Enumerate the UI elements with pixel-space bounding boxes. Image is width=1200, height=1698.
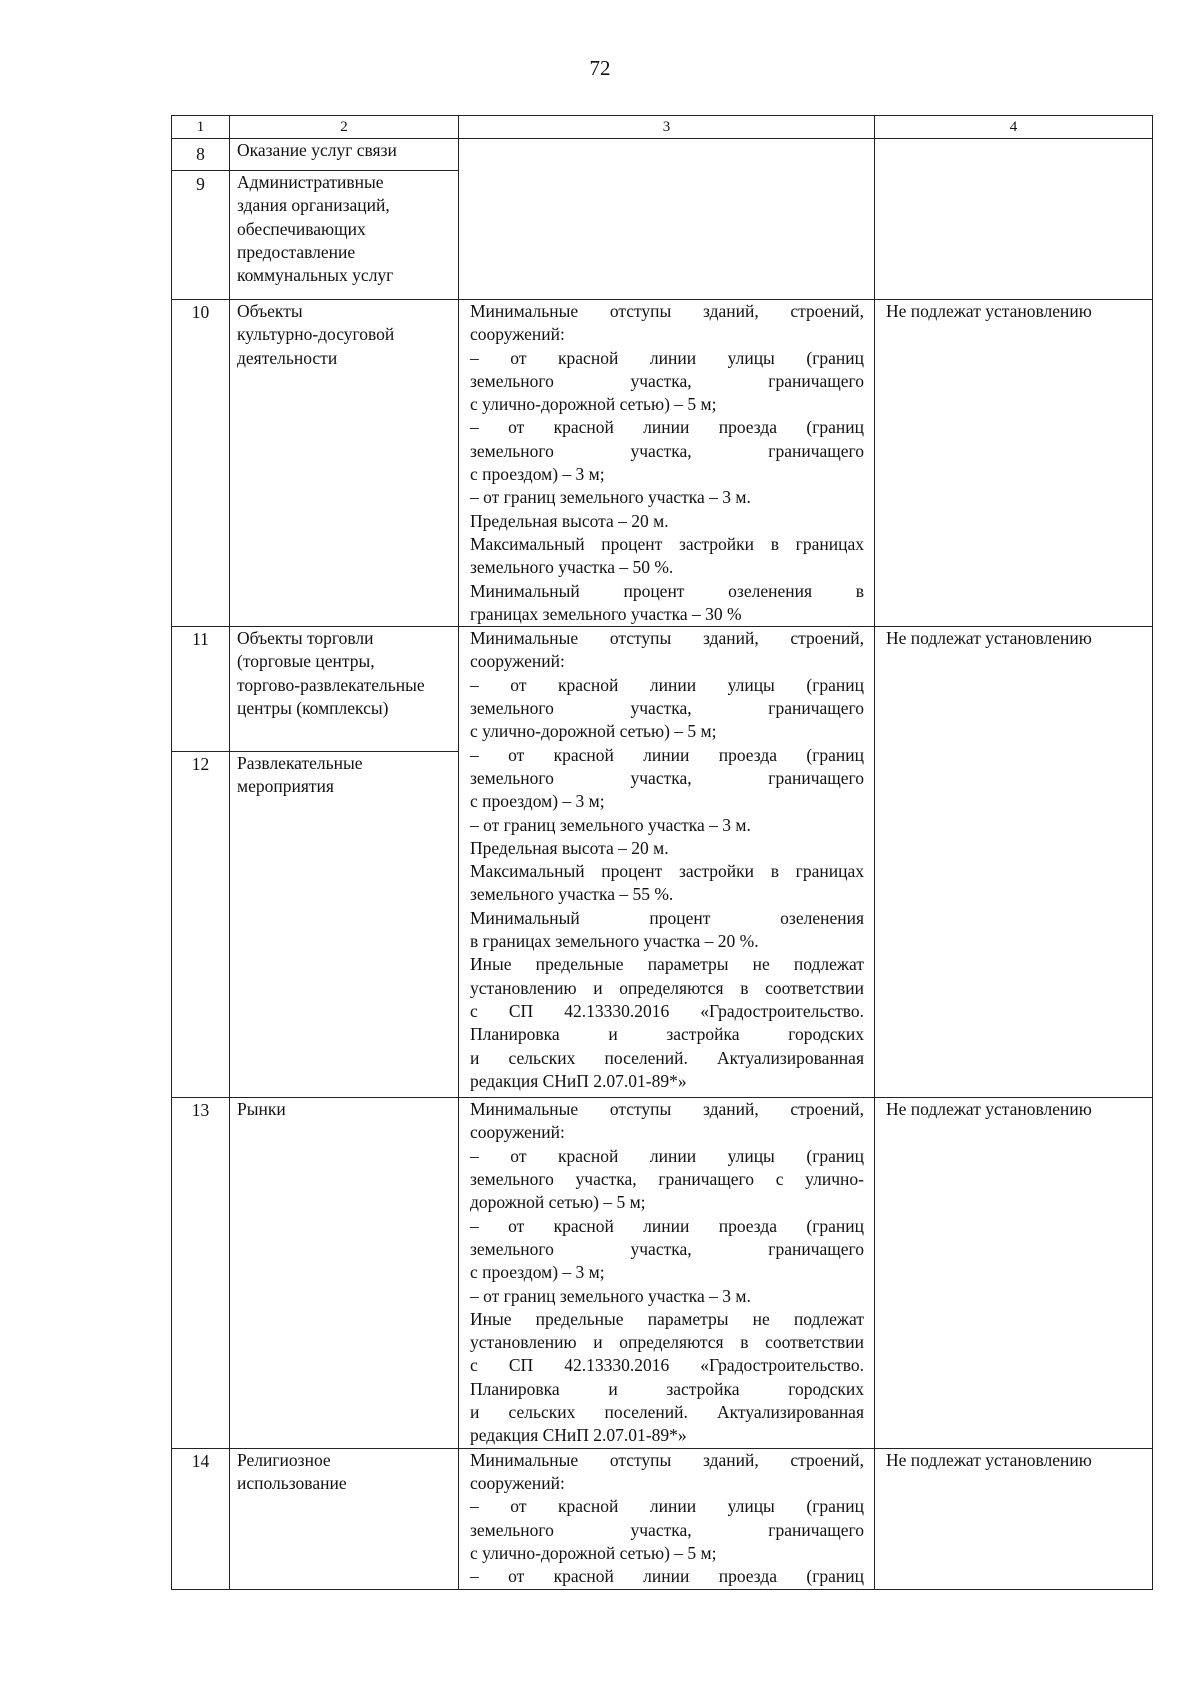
param-line: – от красной линии улицы (границ [470, 674, 864, 695]
row-name [230, 1098, 459, 1448]
name-line: обеспечивающих [237, 218, 366, 239]
param-line: Максимальный процент застройки в границах [470, 533, 864, 554]
row-name [230, 627, 459, 752]
param-line: земельного участка – 50 %. [470, 557, 674, 578]
param-line: Планировка и застройка городских [470, 1024, 864, 1045]
header-cell: 2 [230, 116, 459, 139]
params-cell [459, 627, 875, 1098]
row-number: 9 [172, 171, 230, 300]
table-row [172, 300, 1153, 627]
row-name [230, 1448, 459, 1589]
param-line: с СП 42.13330.2016 «Градостроительство. [470, 1000, 864, 1021]
limits-cell: Не подлежат установлению [875, 627, 1153, 1098]
header-cell: 4 [875, 116, 1153, 139]
name-line: мероприятия [237, 776, 334, 797]
param-line: земельного участка, граничащего [470, 1519, 864, 1540]
param-line: с улично-дорожной сетью) – 5 м; [470, 721, 717, 742]
param-line: – от красной линии проезда (границ [470, 417, 864, 438]
limits-cell: Не подлежат установлению [875, 1098, 1153, 1448]
name-line: здания организаций, [237, 195, 390, 216]
param-line: Минимальные отступы зданий, строений, [470, 301, 864, 321]
param-line: границах земельного участка – 30 % [470, 603, 742, 624]
param-line: Максимальный процент застройки в границах [470, 861, 864, 882]
param-line: сооружений: [470, 1472, 565, 1493]
regulations-table [171, 115, 1153, 1590]
param-line: земельного участка, граничащего [470, 698, 864, 719]
param-line: земельного участка – 55 %. [470, 884, 674, 905]
row-number: 13 [172, 1098, 230, 1448]
header-cell: 3 [459, 116, 875, 139]
name-line: Развлекательные [237, 753, 363, 774]
name-line: Рынки [237, 1099, 286, 1120]
param-line: Предельная высота – 20 м. [470, 510, 669, 531]
param-line: – от красной линии проезда (границ [470, 1566, 864, 1587]
param-line: редакция СНиП 2.07.01-89*» [470, 1070, 687, 1091]
name-line: Религиозное [237, 1449, 331, 1470]
row-number: 11 [172, 627, 230, 752]
table-row [172, 139, 1153, 171]
row-name [230, 139, 459, 171]
param-line: сооружений: [470, 651, 565, 672]
param-line: с проездом) – 3 м; [470, 791, 605, 812]
table-row [172, 627, 1153, 752]
param-line: земельного участка, граничащего [470, 1238, 864, 1259]
param-line: Минимальные отступы зданий, строений, [470, 1099, 864, 1120]
param-line: с проездом) – 3 м; [470, 1262, 605, 1283]
param-line: Иные предельные параметры не подлежат [470, 1308, 864, 1329]
param-line: – от красной линии улицы (границ [470, 1145, 864, 1166]
param-line: сооружений: [470, 324, 565, 345]
param-line: – от красной линии проезда (границ [470, 744, 864, 765]
param-line: с улично-дорожной сетью) – 5 м; [470, 1542, 717, 1563]
limits-cell: Не подлежат установлению [875, 1448, 1153, 1589]
header-cell: 1 [172, 116, 230, 139]
param-line: с СП 42.13330.2016 «Градостроительство. [470, 1355, 864, 1376]
name-line: коммунальных услуг [237, 265, 394, 286]
row-number: 8 [172, 139, 230, 171]
param-line: и сельских поселений. Актуализированная [470, 1047, 864, 1068]
param-line: земельного участка, граничащего с улично- [470, 1169, 864, 1190]
param-line: с улично-дорожной сетью) – 5 м; [470, 394, 717, 415]
param-line: земельного участка, граничащего [470, 440, 864, 461]
params-cell [459, 1098, 875, 1448]
params-cell-empty [459, 139, 875, 300]
params-cell [459, 1448, 875, 1589]
row-name [230, 752, 459, 1098]
table-row [172, 1448, 1153, 1589]
row-name [230, 171, 459, 300]
param-line: дорожной сетью) – 5 м; [470, 1192, 646, 1213]
param-line: с проездом) – 3 м; [470, 464, 605, 485]
param-line: установлению и определяются в соответствии [470, 1332, 864, 1353]
limits-cell: Не подлежат установлению [875, 300, 1153, 627]
table-header-row [172, 116, 1153, 139]
param-line: Минимальный процент озеленения в [470, 580, 864, 601]
param-line: земельного участка, граничащего [470, 767, 864, 788]
limits-cell-empty [875, 139, 1153, 300]
param-line: Минимальные отступы зданий, строений, [470, 1449, 864, 1470]
param-line: установлению и определяются в соответствии [470, 977, 864, 998]
name-line: предоставление [237, 241, 356, 262]
param-line: земельного участка, граничащего [470, 370, 864, 391]
page-number: 72 [589, 56, 611, 80]
param-line: в границах земельного участка – 20 %. [470, 931, 759, 952]
param-line: редакция СНиП 2.07.01-89*» [470, 1425, 687, 1446]
params-cell [459, 300, 875, 627]
row-number: 12 [172, 752, 230, 1098]
param-line: – от красной линии улицы (границ [470, 1496, 864, 1517]
name-line: использование [237, 1472, 347, 1493]
param-line: – от границ земельного участка – 3 м. [470, 1285, 751, 1306]
param-line: Планировка и застройка городских [470, 1378, 864, 1399]
name-line: деятельности [237, 347, 338, 368]
param-line: Минимальные отступы зданий, строений, [470, 628, 864, 649]
param-line: Предельная высота – 20 м. [470, 837, 669, 858]
param-line: – от красной линии улицы (границ [470, 347, 864, 368]
param-line: – от красной линии проезда (границ [470, 1215, 864, 1236]
name-line: Административные [237, 172, 384, 192]
name-line: культурно-досуговой [237, 324, 395, 345]
name-line: торгово-развлекательные [237, 674, 425, 695]
row-name [230, 300, 459, 627]
param-line: Иные предельные параметры не подлежат [470, 954, 864, 975]
row-number: 14 [172, 1448, 230, 1589]
param-line: – от границ земельного участка – 3 м. [470, 814, 751, 835]
name-line: Объекты [237, 301, 303, 321]
name-line: Объекты торговли [237, 628, 374, 649]
name-line: (торговые центры, [237, 651, 375, 672]
name-line: Оказание услуг связи [237, 140, 397, 160]
param-line: сооружений: [470, 1122, 565, 1143]
param-line: и сельских поселений. Актуализированная [470, 1402, 864, 1423]
name-line: центры (комплексы) [237, 698, 389, 719]
row-number: 10 [172, 300, 230, 627]
param-line: – от границ земельного участка – 3 м. [470, 487, 751, 508]
table-row [172, 1098, 1153, 1448]
param-line: Минимальный процент озеленения [470, 907, 864, 928]
